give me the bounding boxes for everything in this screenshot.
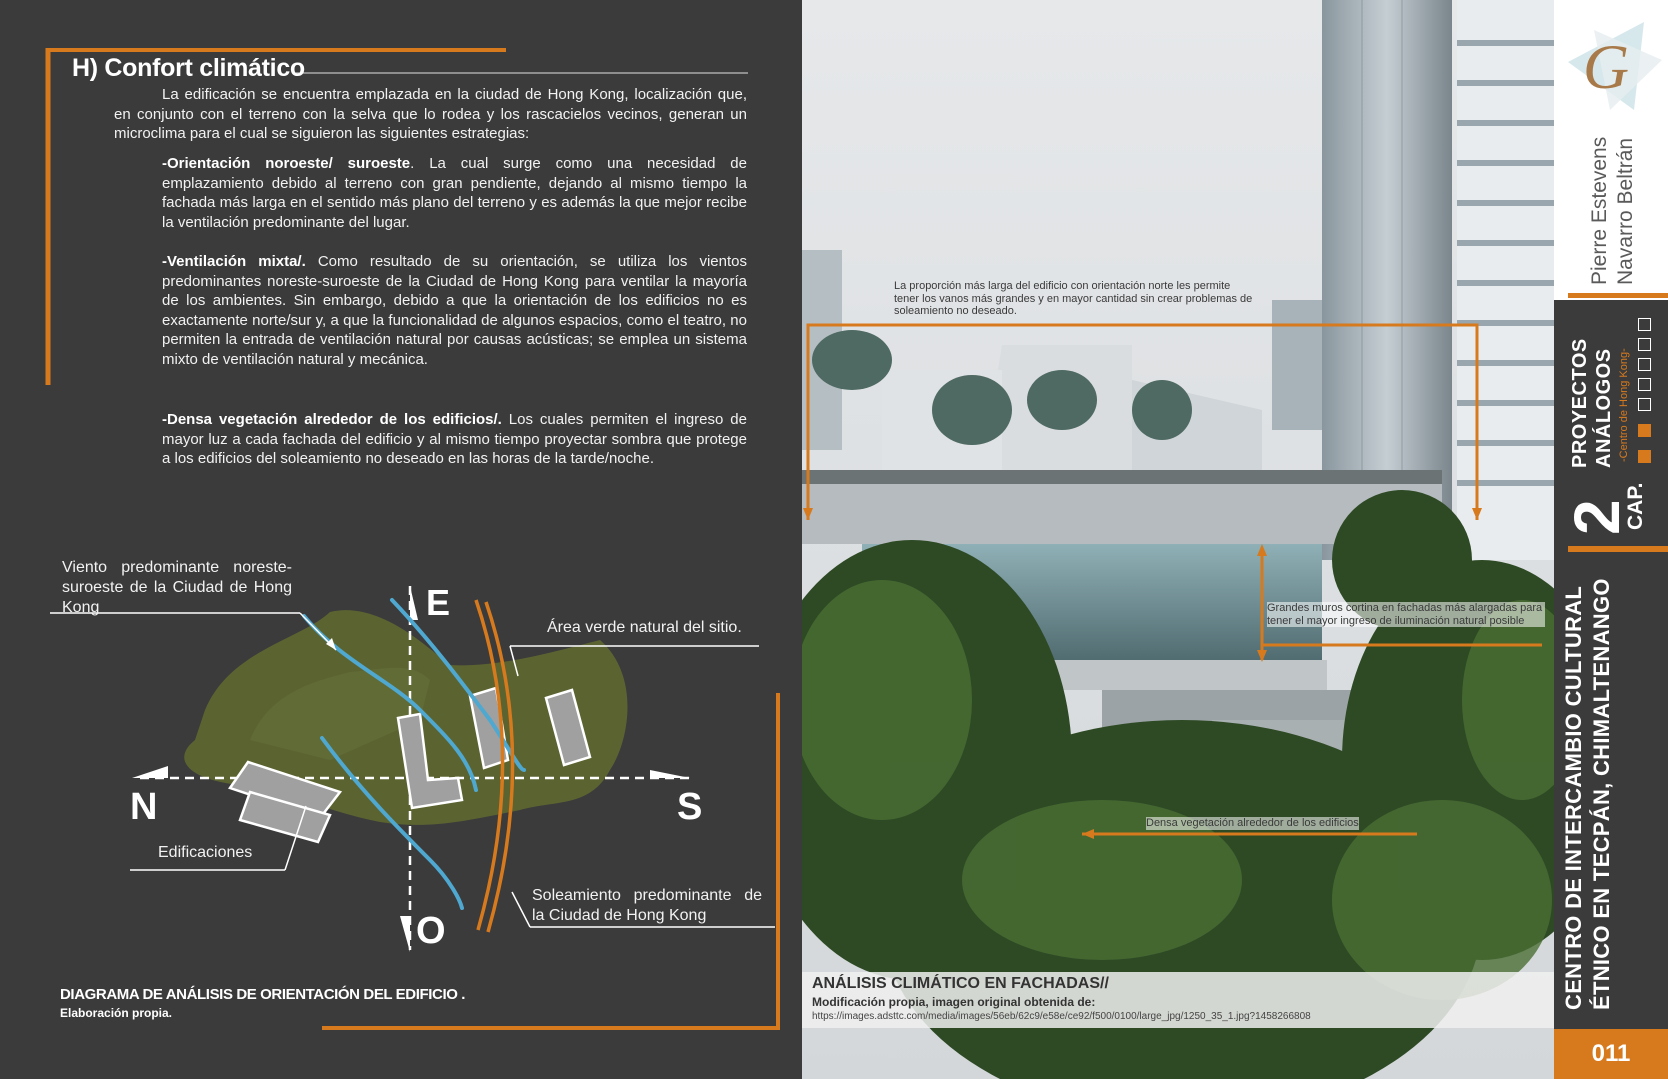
- author-name-line1: Pierre Estevens: [1588, 136, 1611, 285]
- photo-caption-subtitle: Modificación propia, imagen original obtenida de:: [812, 995, 1096, 1009]
- section-title: H) Confort climático: [72, 54, 305, 82]
- photo-source-url: https://images.adsttc.com/media/images/56eb/62c9/e58e/ce92/f500/0100/large_jpg/1250_35_1.jpg?1458266808: [812, 1011, 1311, 1022]
- author-name-line2: Navarro Beltrán: [1614, 137, 1637, 285]
- photo-illustration: [802, 0, 1554, 1079]
- diagram-caption-source: Elaboración propia.: [60, 1006, 173, 1020]
- green-area-label: Área verde natural del sitio.: [547, 619, 742, 636]
- chapter-label: CAP.: [1624, 482, 1647, 530]
- progress-square: [1638, 398, 1651, 411]
- divider-bar: [1568, 293, 1668, 298]
- annotation-vegetation: Densa vegetación alrededor de los edificios: [1146, 817, 1359, 829]
- buildings-label: Edificaciones: [158, 844, 253, 861]
- chapter-number: 2: [1561, 499, 1633, 535]
- progress-square: [1638, 378, 1651, 391]
- compass-south: S: [677, 786, 703, 828]
- divider-bar: [1568, 546, 1668, 552]
- diagram-caption: DIAGRAMA DE ANÁLISIS DE ORIENTACIÓN DEL EDIFICIO .: [60, 986, 466, 1003]
- strategy-heading: -Densa vegetación alrededor de los edificios/.: [162, 411, 502, 428]
- section-title-line2: ANÁLOGOS: [1593, 348, 1615, 468]
- sun-label: Soleamiento predominante de la Ciudad de Hong Kong: [532, 887, 762, 924]
- left-page: [0, 0, 802, 1079]
- project-title-line2: ÉTNICO EN TECPÁN, CHIMALTENANGO: [1589, 578, 1614, 1010]
- wind-label: Viento predominante noreste-suroeste de la Ciudad de Hong Kong: [62, 559, 292, 616]
- strategy-text: . La cual surge como una necesidad de emplazamiento debido al terreno con gran pendiente, dejando al mismo tiempo la fachada más larga en el sentido más plano del terreno y es además la que mejor recibe la ventilación predominante del lugar.: [162, 155, 747, 231]
- strategy-heading: -Ventilación mixta/.: [162, 253, 306, 270]
- annotation-curtain-walls: Grandes muros cortina en fachadas más alargadas para tener el mayor ingreso de iluminación natural posible: [1267, 602, 1545, 627]
- svg-text:G: G: [1582, 31, 1630, 102]
- arrow-north: [132, 766, 168, 778]
- annotation-orientation: La proporción más larga del edificio con orientación norte les permite tener los vanos más grandes y en mayor cantidad sin crear problemas de soleamiento no deseado.: [894, 280, 1253, 317]
- compass-north: N: [130, 786, 158, 828]
- intro-paragraph: La edificación se encuentra emplazada en la ciudad de Hong Kong, localización que, en conjunto con el terreno con la selva que lo rodea y los rascacielos vecinos, generan un microclima para el cual se siguieron las siguientes estrategias:: [114, 86, 747, 142]
- strategy-text: Como resultado de su orientación, se utiliza los vientos predominantes noreste-suroeste de la Ciudad de Hong Kong para ventilar la mayoría de los ambientes. Sin embargo, debido a que la orientación de los edificios no es exactamente norte/sur y, a que la funcionalidad de algunos espacios, como el teatro, no permiten la entrada de ventilación natural por causas acústicas; se emplea un sistema mixto de ventilación natural y mecánica.: [162, 253, 747, 368]
- compass-west: O: [416, 910, 446, 952]
- project-title-line1: CENTRO DE INTERCAMBIO CULTURAL: [1561, 585, 1586, 1010]
- section-title-line1: PROYECTOS: [1569, 338, 1591, 468]
- section-subtitle: -Centro de Hong Kong-: [1618, 348, 1630, 462]
- compass-east: E: [426, 582, 451, 623]
- strategy-heading: -Orientación noroeste/ suroeste: [162, 155, 411, 172]
- building-photo: [802, 0, 1554, 1079]
- progress-square-active: [1638, 424, 1651, 437]
- page-number: 011: [1554, 1029, 1668, 1079]
- progress-square: [1638, 338, 1651, 351]
- sidebar: [1554, 0, 1668, 1079]
- strategy-text: Los cuales permiten el ingreso de mayor luz a cada fachada del edificio y al mismo tiempo proyectar sombra que protege a los edificios del soleamiento no deseado en las horas de la tarde/noche.: [162, 411, 747, 467]
- arrow-west: [400, 916, 410, 952]
- photo-caption-box: [802, 972, 1554, 1028]
- progress-square: [1638, 318, 1651, 331]
- progress-square-active: [1638, 450, 1651, 463]
- progress-square: [1638, 358, 1651, 371]
- photo-caption-title: ANÁLISIS CLIMÁTICO EN FACHADAS//: [812, 975, 1109, 992]
